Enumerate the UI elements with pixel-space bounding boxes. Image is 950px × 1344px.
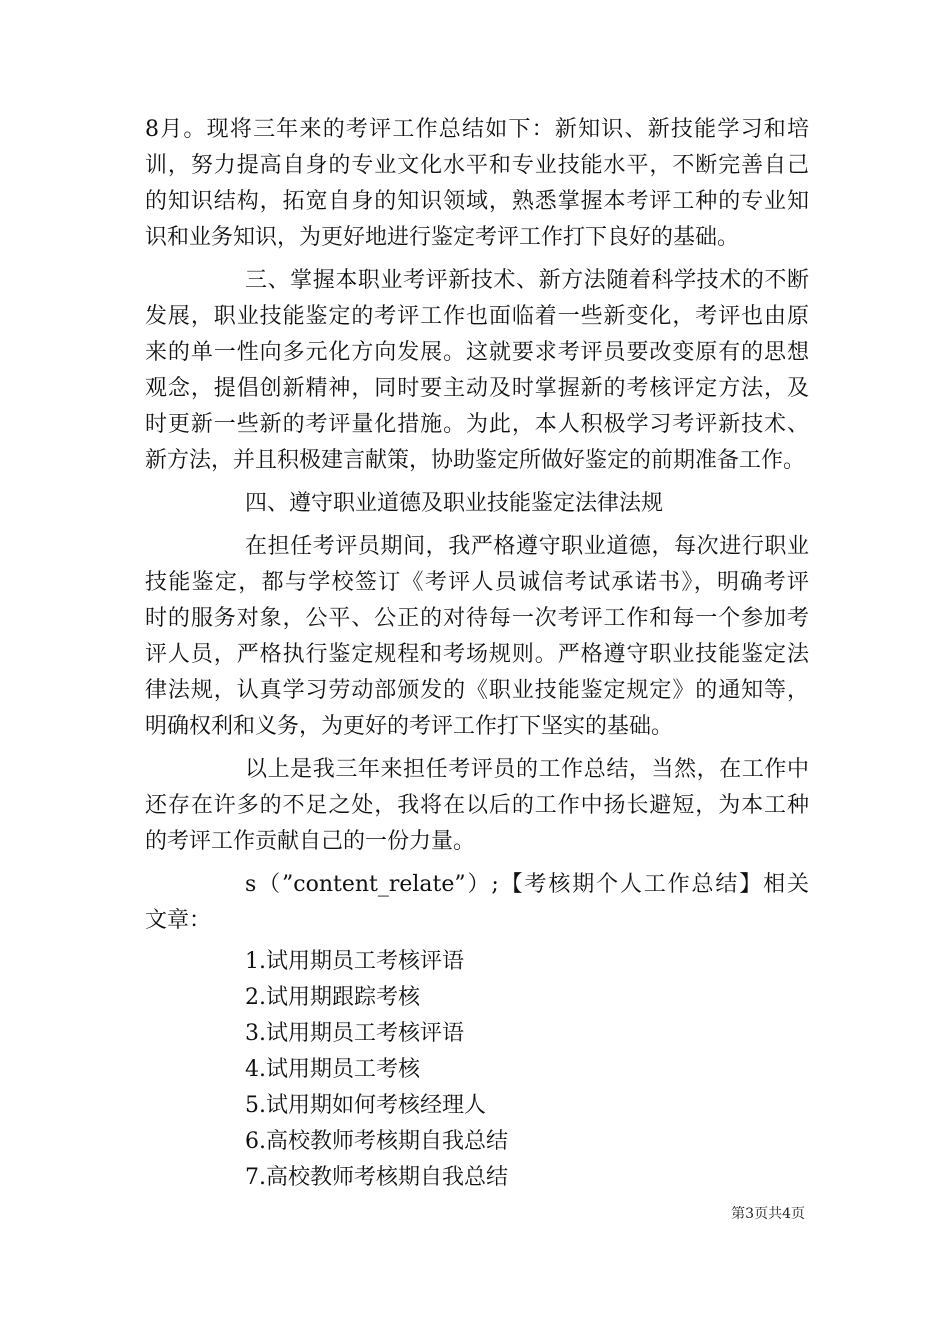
text-line: 评人员，严格执行鉴定规程和考场规则。严格遵守职业技能鉴定法	[145, 642, 809, 667]
text-line: 时的服务对象，公平、公正的对待每一次考评工作和每一个参加考	[145, 606, 809, 631]
text-line: 训，努力提高自身的专业文化水平和专业技能水平，不断完善自己	[145, 153, 809, 178]
text-line: 在担任考评员期间，我严格遵守职业道德，每次进行职业	[245, 534, 809, 559]
paragraph	[145, 529, 809, 745]
paragraph	[145, 752, 809, 860]
text-line: 识和业务知识，为更好地进行鉴定考评工作打下良好的基础。	[145, 225, 740, 250]
related-article-link[interactable]: 5.试用期如何考核经理人	[245, 1093, 486, 1118]
text-line: 发展，职业技能鉴定的考评工作也面临着一些新变化，考评也由原	[145, 304, 809, 329]
paragraph	[145, 867, 809, 939]
related-article-link[interactable]: 3.试用期员工考核评语	[245, 1021, 464, 1046]
text-line: s（”content_relate”）;【考核期个人工作总结】相关	[245, 872, 809, 897]
text-line: 四、遵守职业道德及职业技能鉴定法律法规	[245, 491, 664, 516]
text-line: 的考评工作贡献自己的一份力量。	[145, 829, 476, 854]
paragraph	[145, 112, 809, 256]
text-line: 8月。现将三年来的考评工作总结如下：新知识、新技能学习和培	[145, 117, 809, 142]
text-line: 新方法，并且积极建言献策，协助鉴定所做好鉴定的前期准备工作。	[145, 448, 806, 473]
text-line: 技能鉴定，都与学校签订《考评人员诚信考试承诺书》，明确考评	[145, 570, 809, 595]
text-line: 时更新一些新的考评量化措施。为此，本人积极学习考评新技术、	[145, 412, 809, 437]
text-line: 以上是我三年来担任考评员的工作总结，当然，在工作中	[245, 757, 809, 782]
text-line: 还存在许多的不足之处，我将在以后的工作中扬长避短，为本工种	[145, 793, 809, 818]
text-line: 来的单一性向多元化方向发展。这就要求考评员要改变原有的思想	[145, 340, 809, 365]
related-articles-list	[145, 944, 809, 1196]
related-article-link[interactable]: 7.高校教师考核期自我总结	[245, 1165, 508, 1190]
text-line: 的知识结构，拓宽自身的知识领域，熟悉掌握本考评工种的专业知	[145, 189, 809, 214]
related-article-link[interactable]: 6.高校教师考核期自我总结	[245, 1129, 508, 1154]
related-article-link[interactable]: 4.试用期员工考核	[245, 1057, 420, 1082]
document-body	[145, 112, 809, 1196]
text-line: 文章：	[145, 908, 212, 933]
text-line: 律法规，认真学习劳动部颁发的《职业技能鉴定规定》的通知等，	[145, 678, 809, 703]
paragraph	[145, 263, 809, 479]
text-line: 观念，提倡创新精神，同时要主动及时掌握新的考核评定方法，及	[145, 376, 809, 401]
text-line: 三、掌握本职业考评新技术、新方法随着科学技术的不断	[245, 268, 809, 293]
paragraph	[145, 486, 809, 522]
page-number: 第3页共4页	[731, 1206, 805, 1222]
related-article-link[interactable]: 1.试用期员工考核评语	[245, 949, 464, 974]
text-line: 明确权利和义务，为更好的考评工作打下坚实的基础。	[145, 714, 674, 739]
related-article-link[interactable]: 2.试用期跟踪考核	[245, 985, 420, 1010]
